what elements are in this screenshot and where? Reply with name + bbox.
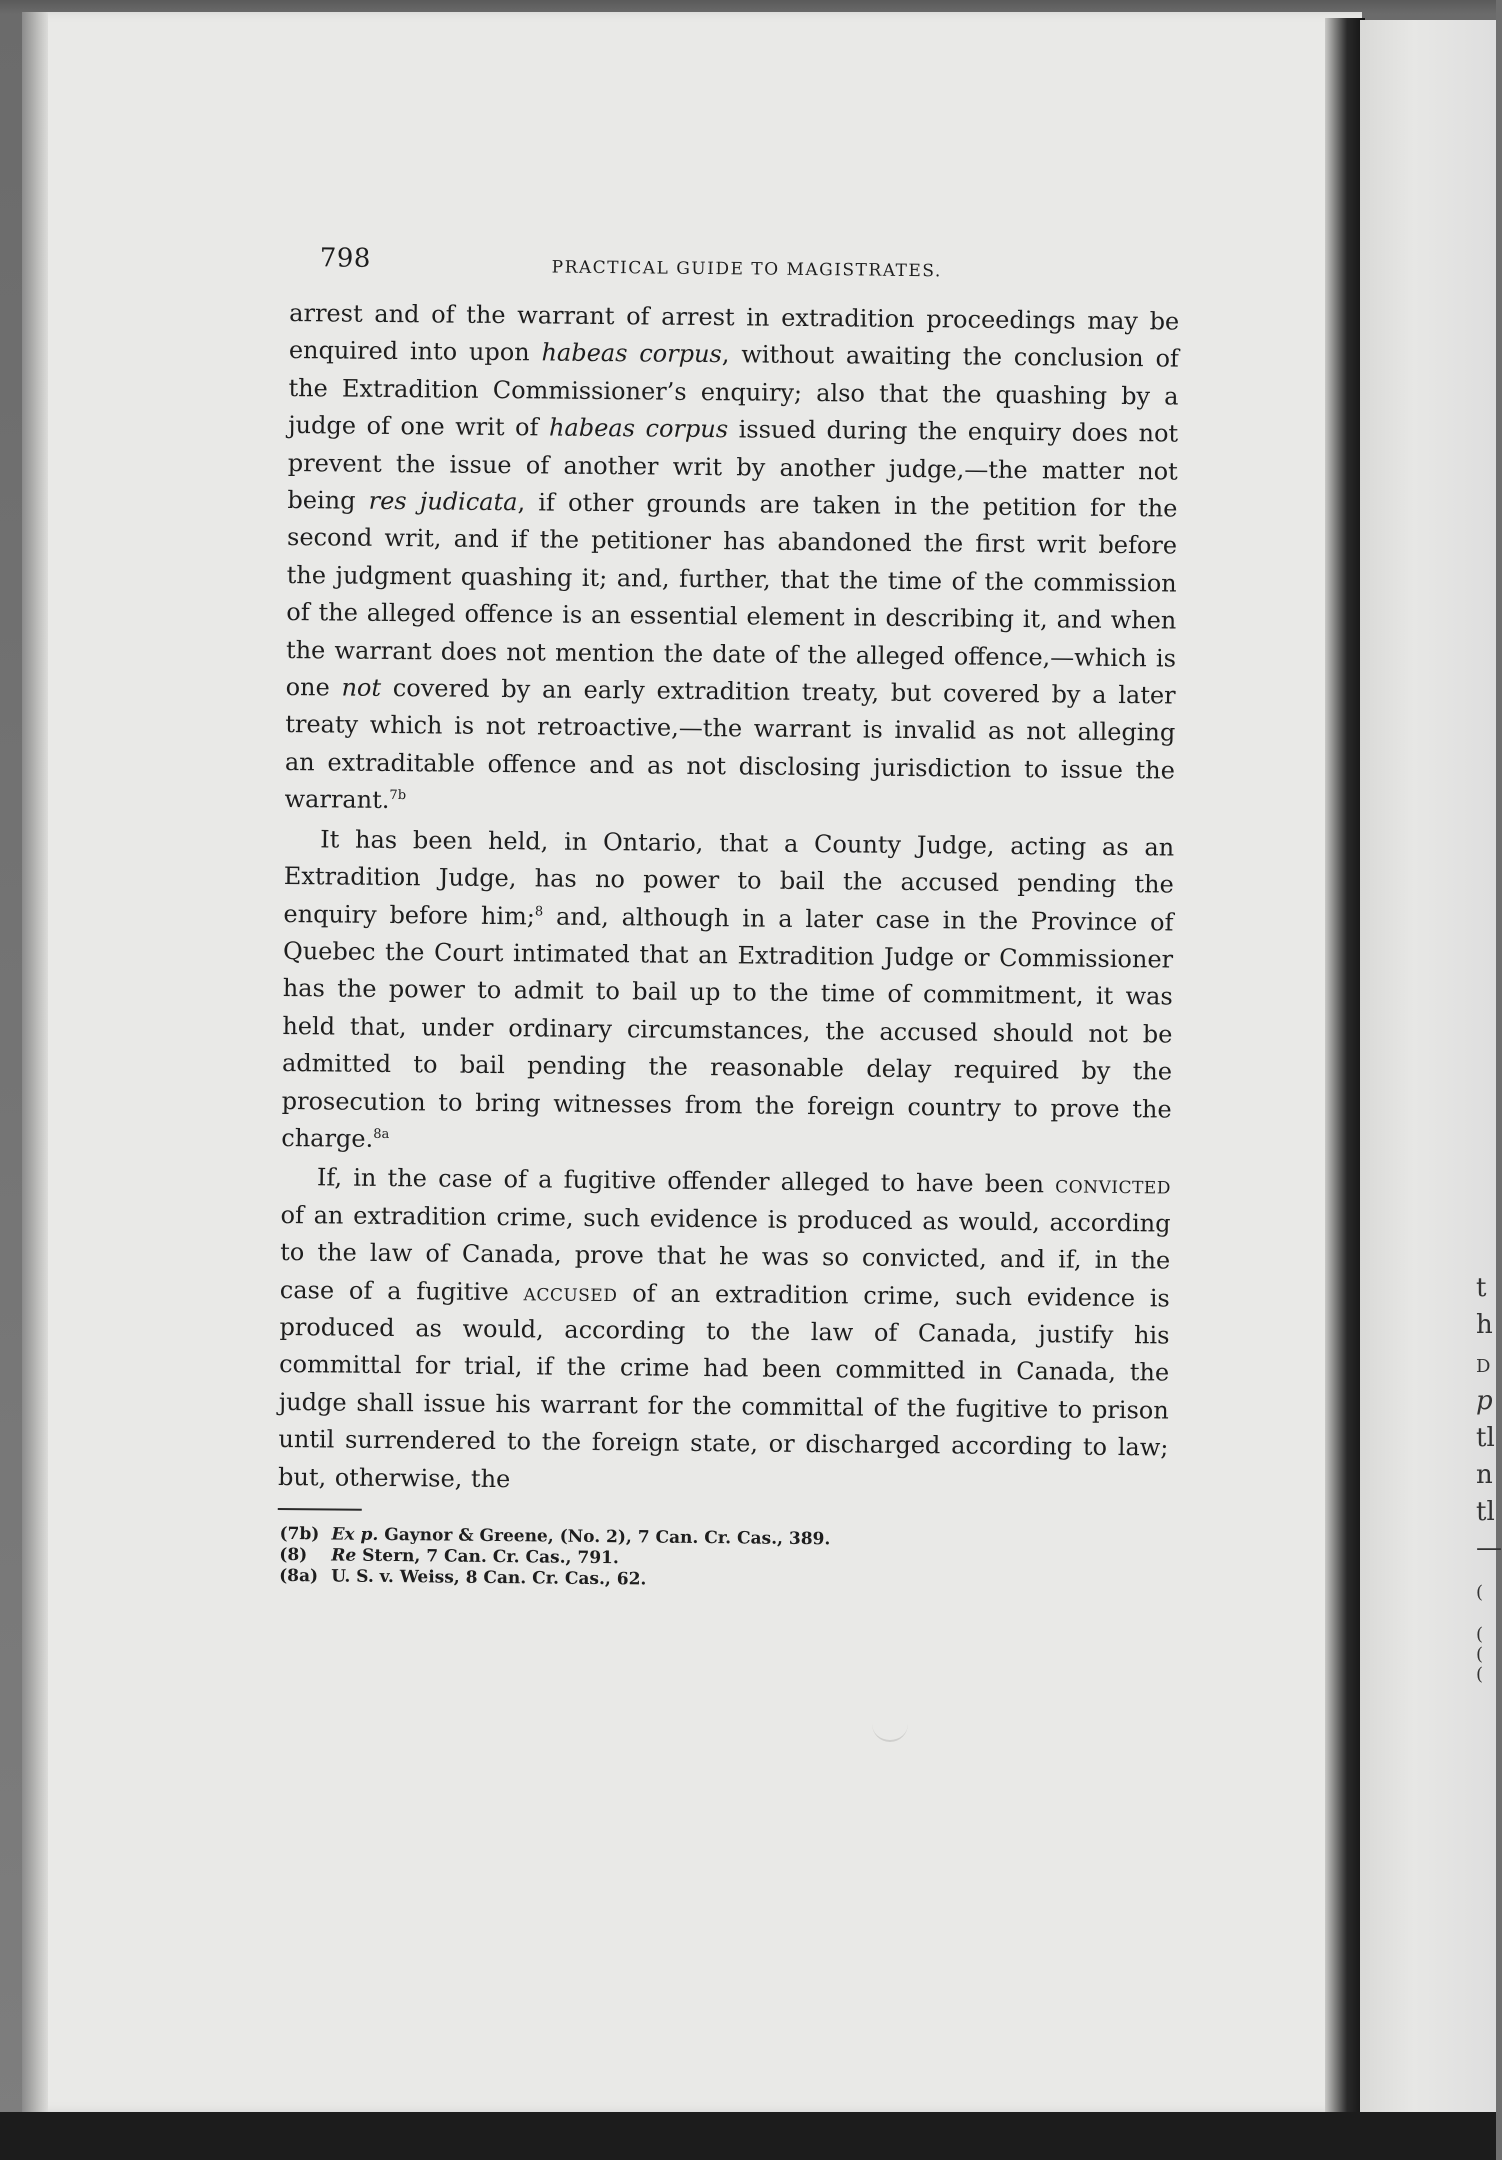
footnote-marker: 7b bbox=[389, 788, 407, 804]
facing-page-fragment: — bbox=[1476, 1533, 1502, 1563]
italic-run: not bbox=[341, 673, 382, 702]
facing-page-edge bbox=[1360, 20, 1502, 2112]
text-run: If, in the case of a fugitive offender alleged to have been bbox=[316, 1163, 1056, 1199]
footnote-text: Stern, 7 Can. Cr. Cas., 791. bbox=[356, 1545, 619, 1569]
paragraph-1 bbox=[284, 295, 1179, 827]
italic-run: habeas corpus bbox=[548, 413, 729, 444]
facing-page-fragment: h bbox=[1476, 1310, 1493, 1340]
page-content bbox=[277, 235, 1180, 1595]
footnote-italic: Re bbox=[331, 1545, 357, 1566]
text-run: of an extradition crime, such evidence is produced as would, according to the law of Canada, justify his committal for trial, if the crime had been committed in Canada, the judge shall issue his warrant for the committal of the fugitive to prison until surrendered to the foreign state, or discharged according to law; but, otherwise, the bbox=[277, 1278, 1170, 1493]
footnote-divider bbox=[278, 1508, 362, 1511]
footnote-label: (8a) bbox=[279, 1565, 319, 1587]
footnote-marker: 8 bbox=[534, 903, 544, 919]
book-gutter bbox=[1325, 18, 1365, 2128]
facing-page-fragment: t bbox=[1476, 1273, 1487, 1303]
scanner-bottom-edge bbox=[0, 2112, 1496, 2160]
page-number: 798 bbox=[319, 243, 372, 274]
page-header bbox=[289, 235, 1180, 304]
facing-page-fragment: ( bbox=[1476, 1644, 1484, 1665]
footnote-text: Gaynor & Greene, (No. 2), 7 Can. Cr. Cas., 389. bbox=[378, 1524, 831, 1550]
facing-page-fragment: n bbox=[1476, 1460, 1493, 1490]
page-spine-shadow bbox=[22, 12, 48, 2112]
text-run: covered by an early extradition treaty, but covered by a later treaty which is not retroactive,—the warrant is invalid as not alleging an extraditable offence and as not disclosing jurisdiction to issue the warrant. bbox=[284, 673, 1176, 815]
facing-page-fragment: p bbox=[1476, 1386, 1493, 1416]
facing-page-fragment: D bbox=[1476, 1356, 1491, 1377]
running-head: PRACTICAL GUIDE TO MAGISTRATES. bbox=[551, 257, 942, 282]
facing-page-fragment: tl bbox=[1476, 1497, 1495, 1527]
footnote-text: U. S. v. Weiss, 8 Can. Cr. Cas., 62. bbox=[331, 1566, 647, 1590]
footnote-label: (8) bbox=[279, 1544, 308, 1566]
footnotes bbox=[279, 1524, 1168, 1596]
text-run: It has been held, in Ontario, that a County Judge, acting as an Extradition Judge, has no power to bail the accused pending the enquiry before him; bbox=[283, 825, 1175, 930]
text-run: and, although in a later case in the Province of Quebec the Court intimated that an Extradition Judge or Commissioner has the power to admit to bail up to the time of commitment, it was held that, under ordinary circumstances, the accused should not be admitted to bail pending the reasonable delay required by the prosecution to bring witnesses from the foreign country to prove the charge. bbox=[281, 901, 1174, 1153]
facing-page-fragment: ( bbox=[1476, 1582, 1484, 1603]
text-run: of an extradition crime, such evidence is produced as would, according to the law of Canada, prove that he was so convicted, and if, in the case of a fugitive bbox=[279, 1200, 1171, 1306]
footnote-marker: 8a bbox=[373, 1126, 390, 1142]
italic-run: habeas corpus bbox=[541, 338, 722, 369]
footnote-italic: Ex p. bbox=[331, 1524, 379, 1545]
text-run: issued during the enquiry does not prevent the issue of another writ by another judge,—the matter not being bbox=[287, 415, 1179, 515]
small-caps-run: accused bbox=[523, 1277, 618, 1307]
text-run: , without awaiting the conclusion of the Extradition Commissioner’s enquiry; also that the quashing by a judge of one writ of bbox=[288, 340, 1180, 442]
facing-page-fragment: ( bbox=[1476, 1664, 1484, 1685]
facing-page-fragment: tl bbox=[1476, 1423, 1495, 1453]
text-run: , if other grounds are taken in the petition for the second writ, and if the petitioner has abandoned the first writ before the judgment quashing it; and, further, that the time of the commission of the alleged offence is an essential element in describing it, and when the warrant does not mention the date of the alleged offence,—which is one bbox=[285, 488, 1178, 702]
facing-page-fragment: ( bbox=[1476, 1624, 1484, 1645]
text-run: arrest and of the warrant of arrest in extradition proceedings may be enquired into upon bbox=[288, 298, 1180, 367]
paragraph-3 bbox=[278, 1159, 1171, 1504]
paragraph-2 bbox=[281, 821, 1174, 1166]
footnote-label: (7b) bbox=[279, 1523, 320, 1545]
small-caps-run: convicted bbox=[1055, 1170, 1172, 1200]
italic-run: res judicata bbox=[368, 486, 518, 517]
